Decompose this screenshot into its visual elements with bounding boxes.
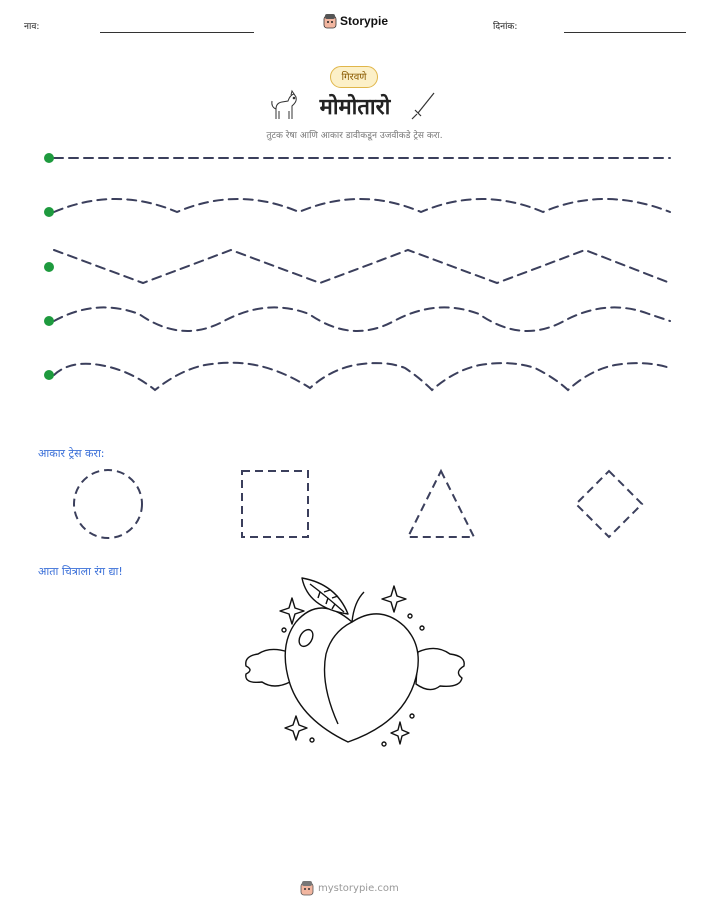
date-label: दिनांक: (493, 22, 518, 32)
footer (300, 880, 420, 896)
brand-name: Storypie (340, 14, 389, 28)
footer-site[interactable]: mystorypie.com (318, 882, 399, 894)
shape-circle (74, 470, 142, 538)
peach-illustration (240, 574, 470, 750)
name-label: नाव: (24, 22, 40, 32)
shape-diamond (576, 471, 642, 537)
shape-triangle (408, 471, 474, 537)
shape-square (242, 471, 308, 537)
coloring-section-label: आता चित्राला रंग द्या! (38, 565, 123, 578)
page-title: मोमोतारो (319, 95, 391, 120)
instruction-text: तुटक रेषा आणि आकार डावीकडून उजवीकडे ट्रेस करा. (266, 131, 443, 141)
category-badge: गिरवणे (330, 66, 378, 88)
storypie-logo-icon (300, 880, 314, 896)
shapes-section-label: आकार ट्रेस करा: (38, 447, 105, 460)
